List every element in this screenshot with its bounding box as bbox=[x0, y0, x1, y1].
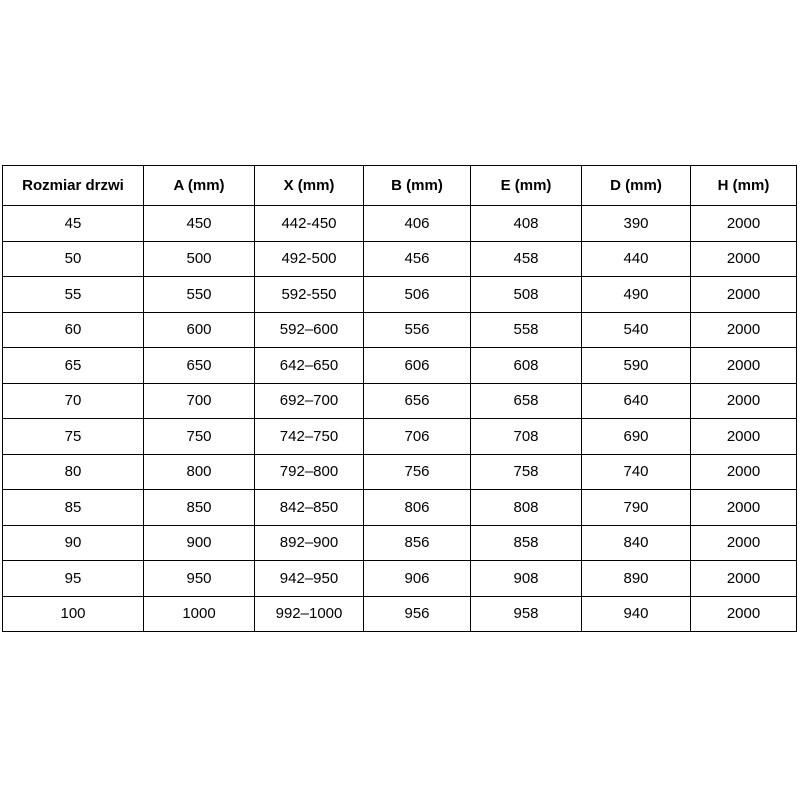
table-cell: 80 bbox=[3, 454, 144, 490]
table-cell: 450 bbox=[144, 206, 255, 242]
column-header: X (mm) bbox=[255, 166, 364, 206]
table-cell: 640 bbox=[582, 383, 691, 419]
table-cell: 806 bbox=[364, 490, 471, 526]
table-cell: 742–750 bbox=[255, 419, 364, 455]
table-cell: 850 bbox=[144, 490, 255, 526]
column-header: E (mm) bbox=[471, 166, 582, 206]
table-cell: 892–900 bbox=[255, 525, 364, 561]
table-cell: 2000 bbox=[691, 419, 797, 455]
door-size-table bbox=[2, 165, 797, 632]
column-header: D (mm) bbox=[582, 166, 691, 206]
table-cell: 456 bbox=[364, 241, 471, 277]
table-cell: 756 bbox=[364, 454, 471, 490]
table-cell: 608 bbox=[471, 348, 582, 384]
table-cell: 790 bbox=[582, 490, 691, 526]
table-cell: 2000 bbox=[691, 241, 797, 277]
table-cell: 2000 bbox=[691, 277, 797, 313]
table-cell: 958 bbox=[471, 596, 582, 632]
table-cell: 592–600 bbox=[255, 312, 364, 348]
table-cell: 95 bbox=[3, 561, 144, 597]
table-cell: 2000 bbox=[691, 383, 797, 419]
table-row bbox=[3, 241, 797, 277]
table-cell: 792–800 bbox=[255, 454, 364, 490]
table-cell: 75 bbox=[3, 419, 144, 455]
table-cell: 692–700 bbox=[255, 383, 364, 419]
table-cell: 900 bbox=[144, 525, 255, 561]
table-cell: 700 bbox=[144, 383, 255, 419]
table-cell: 440 bbox=[582, 241, 691, 277]
table-row bbox=[3, 277, 797, 313]
table-cell: 890 bbox=[582, 561, 691, 597]
table-cell: 442-450 bbox=[255, 206, 364, 242]
table-row bbox=[3, 596, 797, 632]
table-cell: 942–950 bbox=[255, 561, 364, 597]
table-cell: 2000 bbox=[691, 596, 797, 632]
table-cell: 2000 bbox=[691, 206, 797, 242]
table-cell: 592-550 bbox=[255, 277, 364, 313]
table-row bbox=[3, 454, 797, 490]
table-cell: 992–1000 bbox=[255, 596, 364, 632]
table-cell: 2000 bbox=[691, 454, 797, 490]
table-cell: 556 bbox=[364, 312, 471, 348]
table-cell: 45 bbox=[3, 206, 144, 242]
table-cell: 500 bbox=[144, 241, 255, 277]
table-cell: 858 bbox=[471, 525, 582, 561]
table-cell: 60 bbox=[3, 312, 144, 348]
table-cell: 558 bbox=[471, 312, 582, 348]
table-cell: 600 bbox=[144, 312, 255, 348]
table-cell: 492-500 bbox=[255, 241, 364, 277]
table-cell: 656 bbox=[364, 383, 471, 419]
table-cell: 758 bbox=[471, 454, 582, 490]
table-cell: 956 bbox=[364, 596, 471, 632]
table-cell: 2000 bbox=[691, 561, 797, 597]
header-row bbox=[3, 166, 797, 206]
table-row bbox=[3, 561, 797, 597]
table-cell: 550 bbox=[144, 277, 255, 313]
table-cell: 642–650 bbox=[255, 348, 364, 384]
table-cell: 90 bbox=[3, 525, 144, 561]
table-cell: 606 bbox=[364, 348, 471, 384]
table-cell: 2000 bbox=[691, 312, 797, 348]
table-cell: 508 bbox=[471, 277, 582, 313]
table-cell: 406 bbox=[364, 206, 471, 242]
table-cell: 590 bbox=[582, 348, 691, 384]
table-cell: 842–850 bbox=[255, 490, 364, 526]
table-row bbox=[3, 206, 797, 242]
table-cell: 70 bbox=[3, 383, 144, 419]
column-header: Rozmiar drzwi bbox=[3, 166, 144, 206]
table-cell: 658 bbox=[471, 383, 582, 419]
table-cell: 940 bbox=[582, 596, 691, 632]
table-row bbox=[3, 312, 797, 348]
table-cell: 390 bbox=[582, 206, 691, 242]
table-cell: 650 bbox=[144, 348, 255, 384]
table-cell: 458 bbox=[471, 241, 582, 277]
table-row bbox=[3, 348, 797, 384]
table-cell: 55 bbox=[3, 277, 144, 313]
table-cell: 85 bbox=[3, 490, 144, 526]
table-row bbox=[3, 525, 797, 561]
table-cell: 50 bbox=[3, 241, 144, 277]
table-row bbox=[3, 490, 797, 526]
table-cell: 750 bbox=[144, 419, 255, 455]
table-cell: 908 bbox=[471, 561, 582, 597]
table-cell: 65 bbox=[3, 348, 144, 384]
table-cell: 950 bbox=[144, 561, 255, 597]
column-header: H (mm) bbox=[691, 166, 797, 206]
table-cell: 906 bbox=[364, 561, 471, 597]
table-cell: 408 bbox=[471, 206, 582, 242]
table-cell: 2000 bbox=[691, 525, 797, 561]
column-header: A (mm) bbox=[144, 166, 255, 206]
table-row bbox=[3, 383, 797, 419]
table-cell: 856 bbox=[364, 525, 471, 561]
column-header: B (mm) bbox=[364, 166, 471, 206]
table-cell: 540 bbox=[582, 312, 691, 348]
table-cell: 706 bbox=[364, 419, 471, 455]
table-cell: 708 bbox=[471, 419, 582, 455]
table-cell: 800 bbox=[144, 454, 255, 490]
table-cell: 2000 bbox=[691, 490, 797, 526]
table-cell: 2000 bbox=[691, 348, 797, 384]
table-cell: 740 bbox=[582, 454, 691, 490]
table-row bbox=[3, 419, 797, 455]
table-cell: 808 bbox=[471, 490, 582, 526]
table-cell: 1000 bbox=[144, 596, 255, 632]
table-cell: 840 bbox=[582, 525, 691, 561]
door-size-table-container bbox=[2, 165, 796, 632]
table-cell: 490 bbox=[582, 277, 691, 313]
table-cell: 506 bbox=[364, 277, 471, 313]
table-cell: 100 bbox=[3, 596, 144, 632]
table-cell: 690 bbox=[582, 419, 691, 455]
